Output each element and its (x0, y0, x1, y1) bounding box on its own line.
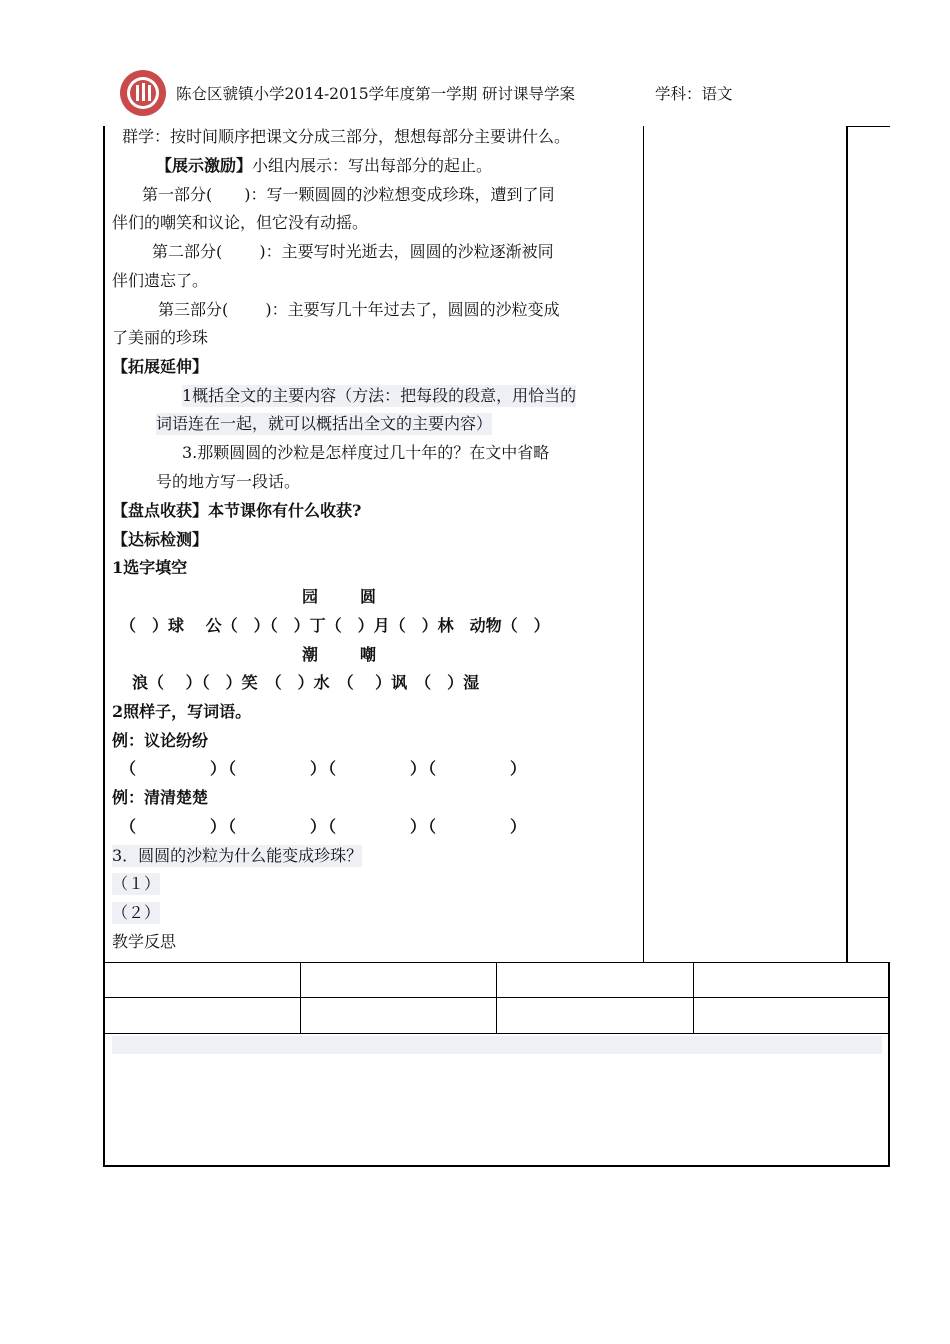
question-3: 3．圆圆的沙粒为什么能变成珍珠？ (112, 846, 363, 865)
grid-line (300, 962, 301, 1033)
dabiao-heading: 【达标检测】 (112, 530, 209, 549)
highlight-band (112, 1036, 882, 1054)
qunxue-text: 群学：按时间顺序把课文分成三部分，想想每部分主要讲什么。 (122, 127, 571, 146)
right-column-border (846, 126, 848, 962)
fill-row-2: 浪（ ）（ ）笑 （ ）水 （ ）讽 （ ）湿 (132, 673, 480, 692)
subject-label: 学科：语文 (655, 85, 733, 103)
grid-line (496, 962, 497, 1033)
grid-line (103, 1033, 890, 1034)
char-option-yuan1: 园 (302, 587, 319, 606)
zhanshi-line (156, 155, 492, 177)
answer-1: （１） (112, 874, 161, 893)
table-left-border (103, 126, 105, 1167)
part2-line2: 伴们遗忘了。 (112, 271, 209, 290)
part1-line1: 第一部分( )：写一颗圆圆的沙粒想变成珍珠，遭到了同 (142, 185, 555, 204)
ext1-line2: 词语连在一起，就可以概括出全文的主要内容） (156, 414, 493, 433)
example-1: 例：议论纷纷 (112, 731, 209, 750)
char-option-chao2: 嘲 (360, 645, 377, 664)
part3-line1: 第三部分( )：主要写几十年过去了，圆圆的沙粒变成 (158, 300, 560, 319)
ext1-line1: 1概括全文的主要内容（方法：把每段的段意，用恰当的 (182, 386, 577, 405)
column-divider (643, 126, 644, 962)
school-logo-icon (118, 68, 168, 118)
zhanshi-text: 小组内展示：写出每部分的起止。 (252, 156, 493, 175)
right-column-top (846, 126, 890, 127)
table-bottom-border (103, 1165, 890, 1167)
page-header (118, 68, 818, 122)
fill-row-1: （ ）球 公（ ）（ ）丁（ ）月（ ）林 动物（ ） (120, 616, 550, 635)
char-option-chao1: 潮 (302, 645, 319, 664)
grid-line (693, 962, 694, 1033)
question-1: 1选字填空 (112, 558, 188, 577)
blank-row-2: （ ）（ ）（ ）（ ） (120, 817, 529, 836)
pandian-heading: 【盘点收获】本节课你有什么收获? (112, 501, 362, 520)
ext3-line1: 3.那颗圆圆的沙粒是怎样度过几十年的？在文中省略 (182, 443, 550, 462)
ext3-line2: 号的地方写一段话。 (156, 472, 301, 491)
part3-line2: 了美丽的珍珠 (112, 328, 209, 347)
example-2: 例：清清楚楚 (112, 788, 209, 807)
part1-line2: 伴们的嘲笑和议论，但它没有动摇。 (112, 213, 369, 232)
tuozhan-heading: 【拓展延伸】 (112, 357, 209, 376)
table-right-border (888, 962, 890, 1167)
answer-2: （２） (112, 903, 161, 922)
part2-line1: 第二部分( )：主要写时光逝去，圆圆的沙粒逐渐被同 (152, 242, 554, 261)
zhanshi-tag: 【展示激励】 (156, 156, 253, 175)
question-2: 2照样子，写词语。 (112, 702, 252, 721)
char-option-yuan2: 圆 (360, 587, 377, 606)
blank-row-1: （ ）（ ）（ ）（ ） (120, 759, 529, 778)
reflection-label: 教学反思 (112, 932, 177, 951)
page-title: 陈仓区虢镇小学2014-2015学年度第一学期 研讨课导学案 (176, 85, 576, 103)
